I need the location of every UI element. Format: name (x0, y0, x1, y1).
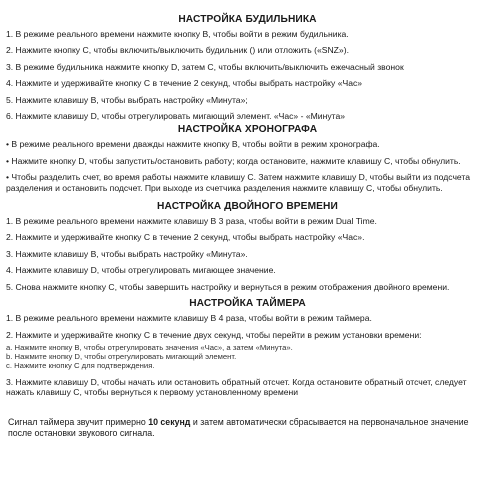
chrono-step-1: • В режиме реального времени дважды нажмите кнопку В, чтобы войти в режим хронографа. (6, 139, 380, 150)
timer-substep-a: a. Нажмите кнопку В, чтобы отрегулировать значения «Час», а затем «Минута». (6, 342, 293, 352)
alarm-step-4: 4. Нажмите и удерживайте кнопку С в течение 2 секунд, чтобы выбрать настройку «Час» (6, 78, 363, 89)
dual-time-step-4: 4. Нажмите клавишу D, чтобы отрегулировать мигающее значение. (6, 265, 276, 276)
alarm-step-1: 1. В режиме реального времени нажмите кнопку В, чтобы войти в режим будильника. (6, 29, 349, 39)
chrono-title: НАСТРОЙКА ХРОНОГРАФА (177, 124, 318, 136)
timer-signal-note (8, 417, 486, 439)
chrono-step-3: • Чтобы разделить счет, во время работы нажмите клавишу С. Затем нажмите клавишу D, чтобы выйти из подсчета разделения и остановить подсчет. При выходе из счетчика разделения нажмите клавишу С, чтобы обнулить. (6, 172, 471, 193)
dual-time-title: НАСТРОЙКА ДВОЙНОГО ВРЕМЕНИ (157, 201, 338, 213)
alarm-section (6, 14, 489, 121)
timer-step-3: 3. Нажмите клавишу D, чтобы начать или остановить обратный отсчет. Когда остановите обратный отсчет, следует нажать клавишу С, чтобы вернуться к первому установленному времени (6, 376, 467, 397)
chrono-step-2: • Нажмите кнопку D, чтобы запустить/остановить работу; когда остановите, нажмите клавишу С, чтобы обнулить. (6, 155, 461, 166)
note-text-end: и затем автоматически сбрасывается на первоначальное значение после остановки звукового сигнала. (8, 417, 469, 438)
alarm-step-3: 3. В режиме будильника нажмите кнопку D, затем С, чтобы включить/выключить ежечасный звонок (6, 61, 404, 72)
dual-time-step-3: 3. Нажмите клавишу В, чтобы выбрать настройку «Минута». (6, 248, 248, 259)
timer-substep-c: c. Нажмите кнопку С для подтверждения. (6, 361, 155, 371)
alarm-step-2: 2. Нажмите кнопку С, чтобы включить/выключить будильник () или отложить («SNZ»). (6, 45, 349, 56)
chrono-section (6, 124, 489, 193)
timer-step-2: 2. Нажмите и удерживайте кнопку С в течение двух секунд, чтобы перейти в режим установки времени: (6, 329, 422, 340)
dual-time-step-2: 2. Нажмите и удерживайте кнопку С в течение 2 секунд, чтобы выбрать настройку «Час». (6, 232, 365, 243)
alarm-title: НАСТРОЙКА БУДИЛЬНИКА (178, 14, 317, 25)
timer-step-1: 1. В режиме реального времени нажмите клавишу В 4 раза, чтобы войти в режим таймера. (6, 313, 372, 324)
dual-time-step-1: 1. В режиме реального времени нажмите клавишу В 3 раза, чтобы войти в режим Dual Time. (6, 216, 377, 227)
note-text-start: Сигнал таймера звучит примерно (8, 417, 149, 427)
note-duration: 10 секунд (148, 417, 191, 427)
dual-time-section (6, 201, 489, 292)
alarm-step-5: 5. Нажмите клавишу В, чтобы выбрать настройку «Минута»; (6, 94, 248, 105)
timer-section (6, 298, 489, 397)
timer-title: НАСТРОЙКА ТАЙМЕРА (189, 298, 306, 310)
dual-time-step-5: 5. Снова нажмите кнопку С, чтобы завершить настройку и вернуться в режим отображения двойного времени. (6, 281, 450, 292)
timer-substeps (6, 343, 489, 371)
alarm-step-6: 6. Нажмите клавишу D, чтобы отрегулировать мигающий элемент. «Час» - «Минута» (6, 111, 346, 122)
timer-substep-b: b. Нажмите кнопку D, чтобы отрегулировать мигающий элемент. (6, 352, 237, 362)
